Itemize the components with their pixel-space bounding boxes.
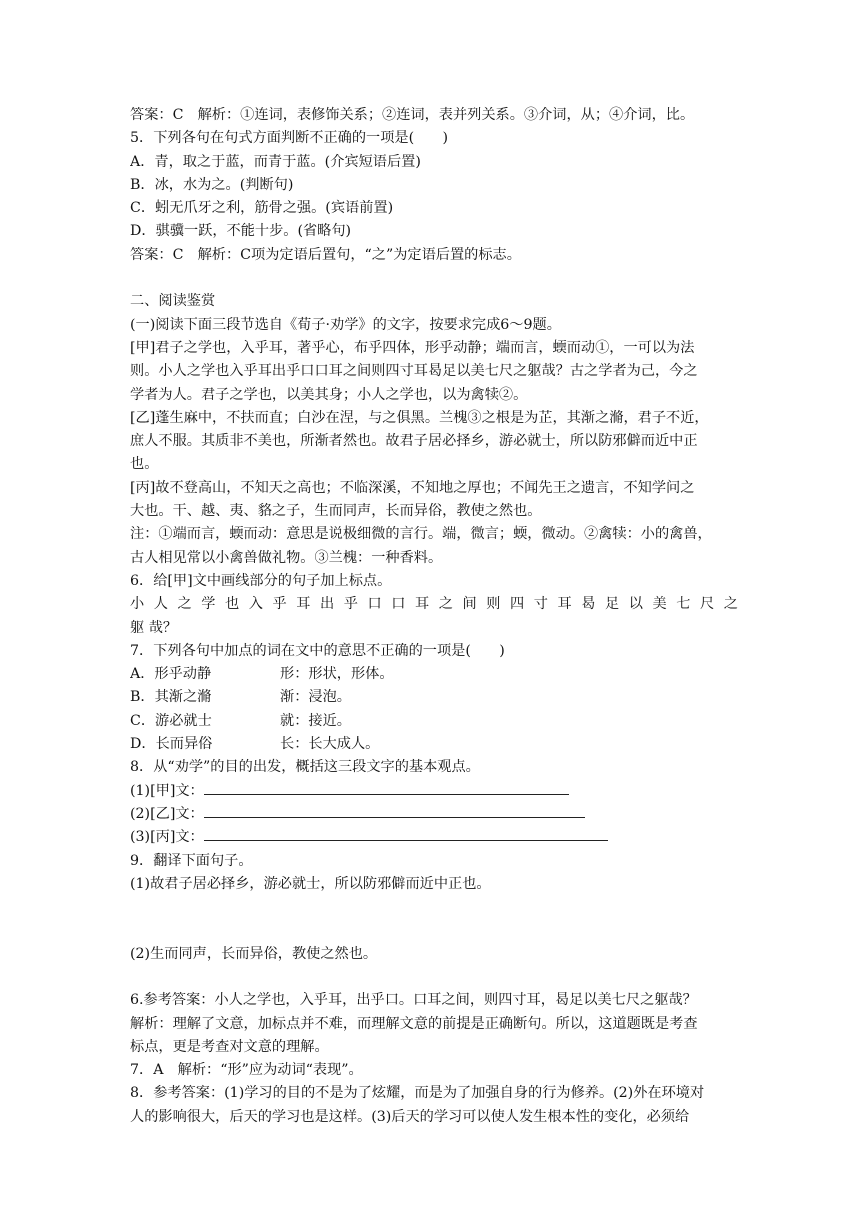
document-body	[130, 104, 738, 1129]
q8-blank-label: (1)[甲]文：	[130, 782, 204, 799]
q6-stem: 6．给[甲]文中画线部分的句子加上标点。	[130, 572, 392, 589]
q6-spaced-line-1: 小 人 之 学 也 入 乎 耳 出 乎 口 口 耳 之 间 则 四 寸 耳 曷 足 以 美 七 尺 之	[130, 596, 738, 613]
q9-sentence-2: (2)生而同声，长而异俗，教使之然也。	[130, 945, 378, 962]
q8-blank-label: (3)[丙]文：	[130, 829, 204, 846]
q7-option-d	[130, 733, 738, 756]
q5-answer: 答案：C 解析：C项为定语后置句，“之”为定语后置的标志。	[130, 246, 521, 263]
q5-stem: 5．下列各句在句式方面判断不正确的一项是( )	[130, 130, 449, 147]
q4-answer: 答案：C 解析：①连词，表修饰关系；②连词，表并列关系。③介词，从；④介词，比。	[130, 107, 695, 123]
answer-8-line-1: 8．参考答案：(1)学习的目的不是为了炫耀，而是为了加强自身的行为修养。(2)外在环境对	[130, 1085, 705, 1102]
passage-yi-line-3: 也。	[130, 456, 159, 473]
q5-option-b: B．冰，水为之。(判断句)	[130, 176, 294, 193]
q8-blank-jia	[130, 780, 738, 803]
q7-option-b	[130, 686, 738, 709]
answer-blank[interactable]	[204, 826, 608, 841]
q7-option-phrase: A．形乎动静	[130, 666, 212, 683]
q8-blank-yi	[130, 803, 738, 826]
q5-option-d: D．骐骥一跃，不能十步。(省略句)	[130, 223, 352, 240]
reading-intro: (一)阅读下面三段节选自《荀子·劝学》的文字，按要求完成6～9题。	[130, 316, 561, 333]
q7-stem: 7．下列各句中加点的词在文中的意思不正确的一项是( )	[130, 642, 505, 659]
notes-line-1: 注：①端而言，蝡而动：意思是说极细微的言行。端，微言；蝡，微动。②禽犊：小的禽兽，	[130, 526, 712, 543]
passage-yi-line-1: [乙]蓬生麻中，不扶而直；白沙在涅，与之俱黑。兰槐③之根是为芷，其渐之滫，君子不近，	[130, 409, 709, 426]
passage-yi-line-2: 庶人不服。其质非不美也，所渐者然也。故君子居必择乡，游必就士，所以防邪僻而近中正	[130, 433, 698, 450]
section-heading: 二、阅读鉴赏	[130, 293, 216, 310]
q7-option-phrase: C．游必就士	[130, 712, 212, 729]
spacer	[130, 267, 738, 290]
spacer	[130, 966, 738, 989]
q8-blank-label: (2)[乙]文：	[130, 805, 204, 822]
passage-jia-line-2: 则。小人之学也入乎耳出乎口口耳之间则四寸耳曷足以美七尺之躯哉？古之学者为己，今之	[130, 363, 698, 380]
passage-bing-line-2: 大也。干、越、夷、貉之子，生而同声，长而异俗，教使之然也。	[130, 503, 542, 520]
notes-line-2: 古人相见常以小禽兽做礼物。③兰槐：一种香料。	[130, 549, 443, 566]
spacer	[130, 896, 738, 943]
answer-blank[interactable]	[204, 803, 585, 818]
q5-option-c: C．蚓无爪牙之利，筋骨之强。(宾语前置)	[130, 200, 394, 217]
q7-option-a	[130, 663, 738, 686]
q8-blank-bing	[130, 826, 738, 849]
q6-spaced-line-2: 躯 哉？	[130, 619, 178, 636]
q9-stem: 9．翻译下面句子。	[130, 852, 253, 869]
q7-option-c	[130, 710, 738, 733]
q7-option-meaning: 渐：浸泡。	[280, 689, 351, 706]
q7-option-meaning: 形：形状，形体。	[280, 666, 394, 683]
answer-blank[interactable]	[204, 780, 569, 795]
passage-jia-line-1: [甲]君子之学也，入乎耳，著乎心，布乎四体，形乎动静；端而言，蝡而动①，一可以为法	[130, 339, 695, 356]
q7-option-phrase: D．长而异俗	[130, 736, 213, 753]
q7-option-meaning: 长：长大成人。	[280, 736, 380, 753]
q8-stem: 8．从“劝学”的目的出发，概括这三段文字的基本观点。	[130, 759, 480, 776]
answer-8-line-2: 人的影响很大，后天的学习也是这样。(3)后天的学习可以使人发生根本性的变化，必须给	[130, 1108, 690, 1125]
passage-jia-line-3: 学者为人。君子之学也，以美其身；小人之学也，以为禽犊②。	[130, 386, 528, 403]
q5-option-a: A．青，取之于蓝，而青于蓝。(介宾短语后置)	[130, 153, 421, 170]
q7-option-meaning: 就：接近。	[280, 712, 351, 729]
answer-6-line-3: 标点，更是考查对文意的理解。	[130, 1038, 329, 1055]
q9-sentence-1: (1)故君子居必择乡，游必就士，所以防邪僻而近中正也。	[130, 875, 491, 892]
q7-option-phrase: B．其渐之滫	[130, 689, 212, 706]
answer-7: 7．A 解析：“形”应为动词“表现”。	[130, 1062, 363, 1079]
answer-6-line-1: 6.参考答案：小人之学也，入乎耳，出乎口。口耳之间，则四寸耳，曷足以美七尺之躯哉？	[130, 992, 697, 1009]
passage-bing-line-1: [丙]故不登高山，不知天之高也；不临深溪，不知地之厚也；不闻先王之遗言，不知学问之	[130, 479, 695, 496]
answer-6-line-2: 解析：理解了文意，加标点并不难，而理解文意的前提是正确断句。所以，这道题既是考查	[130, 1015, 698, 1032]
